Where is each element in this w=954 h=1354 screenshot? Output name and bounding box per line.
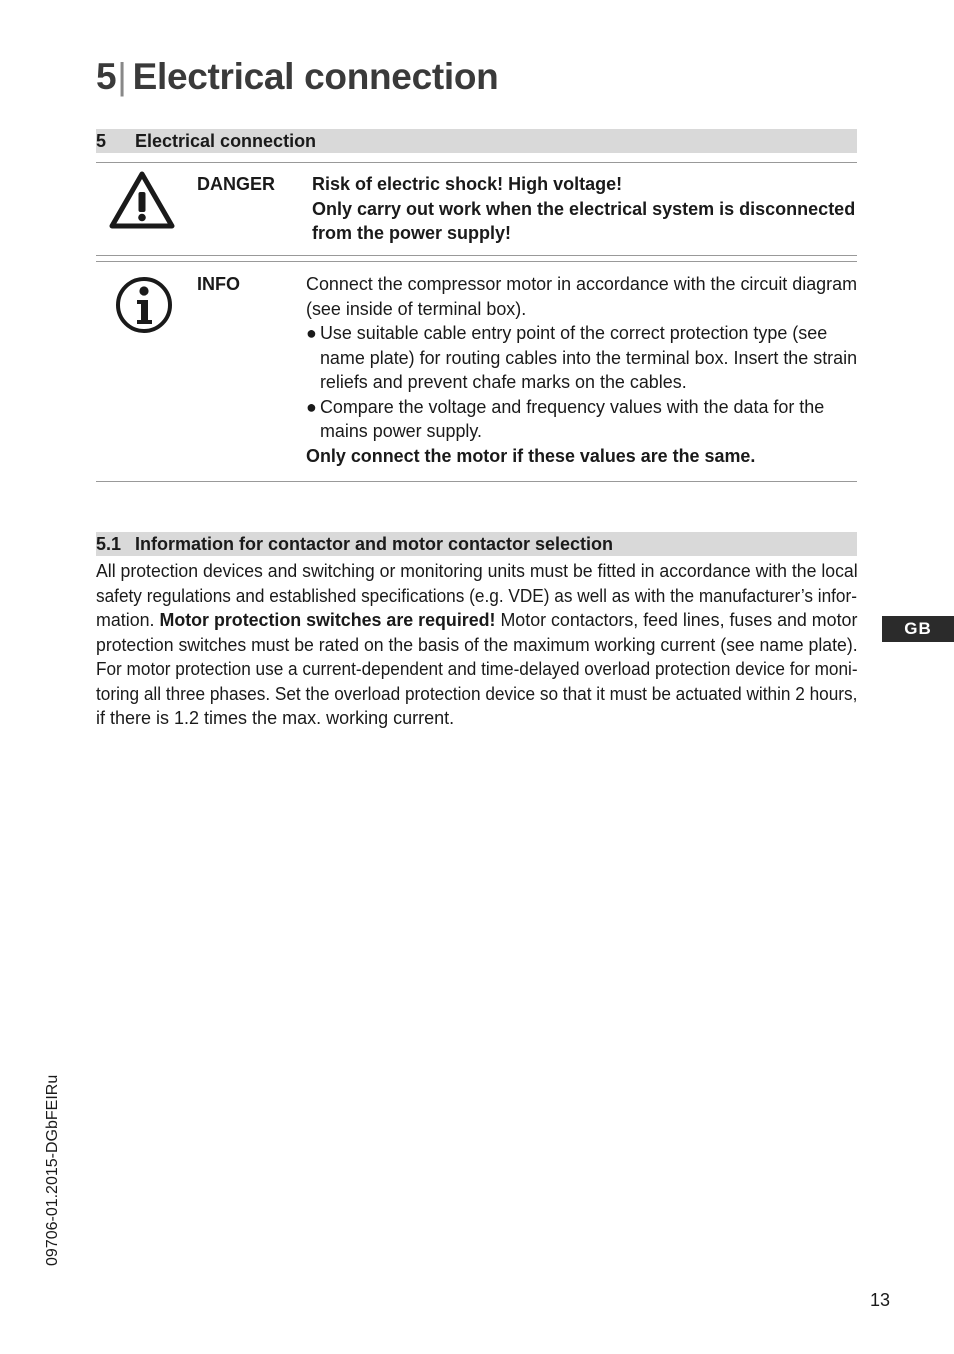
list-item-continuation: reliefs and prevent chafe marks on the cables.	[319, 372, 687, 392]
language-tab: GB	[882, 616, 954, 642]
divider	[96, 162, 857, 163]
list-item: ● Use suitable cable entry point of the correct protection type (see	[306, 321, 857, 346]
info-closing: Only connect the motor if these values are the same.	[306, 445, 756, 466]
paragraph-line: protection switches must be rated on the basis of the maximum working current (see name plate).	[96, 634, 858, 655]
info-message	[306, 272, 857, 468]
section-number: 5	[96, 131, 107, 151]
bullet-icon: ●	[306, 396, 317, 417]
page-title	[96, 56, 498, 98]
list-item-continuation: mains power supply.	[319, 421, 483, 441]
section-heading-5-1	[96, 532, 857, 556]
danger-line: Only carry out work when the electrical system is disconnected	[312, 198, 856, 219]
page-number: 13	[869, 1290, 890, 1310]
section-heading-5	[96, 129, 857, 153]
list-item-continuation: name plate) for routing cables into the terminal box. Insert the strain	[319, 347, 858, 368]
list-item: ● Compare the voltage and frequency values with the data for the	[306, 395, 857, 420]
document-code: 09706-01.2015-DGbFEIRu	[44, 1074, 61, 1266]
paragraph-line: if there is 1.2 times the max. working current.	[96, 708, 455, 728]
paragraph-line: All protection devices and switching or monitoring units must be fitted in accordance with the local	[96, 561, 858, 581]
divider	[96, 261, 857, 262]
divider	[96, 481, 857, 482]
chapter-separator: |	[117, 56, 127, 97]
info-circle-icon	[115, 276, 173, 334]
chapter-number: 5	[96, 56, 117, 97]
section-title: Electrical connection	[135, 131, 317, 151]
section-5-1-paragraph	[96, 559, 857, 731]
danger-line: Risk of electric shock! High voltage!	[312, 174, 623, 194]
paragraph-line: toring all three phases. Set the overload protection device so that it must be actuated within 2 hours,	[96, 683, 858, 704]
paragraph-line: For motor protection use a current-dependent and time-delayed overload protection device for moni-	[96, 659, 858, 679]
danger-label: DANGER	[197, 174, 276, 194]
danger-line: from the power supply!	[312, 223, 512, 243]
divider	[96, 255, 857, 256]
warning-triangle-icon	[108, 170, 176, 230]
paragraph-line: safety regulations and established specifications (e.g. VDE) as well as with the manufacturer’s infor-	[96, 585, 857, 606]
section-title: Information for contactor and motor contactor selection	[135, 534, 614, 554]
emphasis-text: Motor protection switches are required!	[159, 610, 496, 630]
danger-message	[312, 172, 855, 246]
chapter-title: Electrical connection	[132, 56, 499, 97]
section-number: 5.1	[96, 534, 122, 554]
paragraph-line: mation. Motor protection switches are required! Motor contactors, feed lines, fuses and motor	[96, 610, 858, 630]
info-intro-line: (see inside of terminal box).	[306, 298, 527, 319]
bullet-icon: ●	[306, 323, 317, 343]
info-label: INFO	[197, 274, 240, 294]
info-intro-line: Connect the compressor motor in accordance with the circuit diagram	[306, 274, 858, 294]
